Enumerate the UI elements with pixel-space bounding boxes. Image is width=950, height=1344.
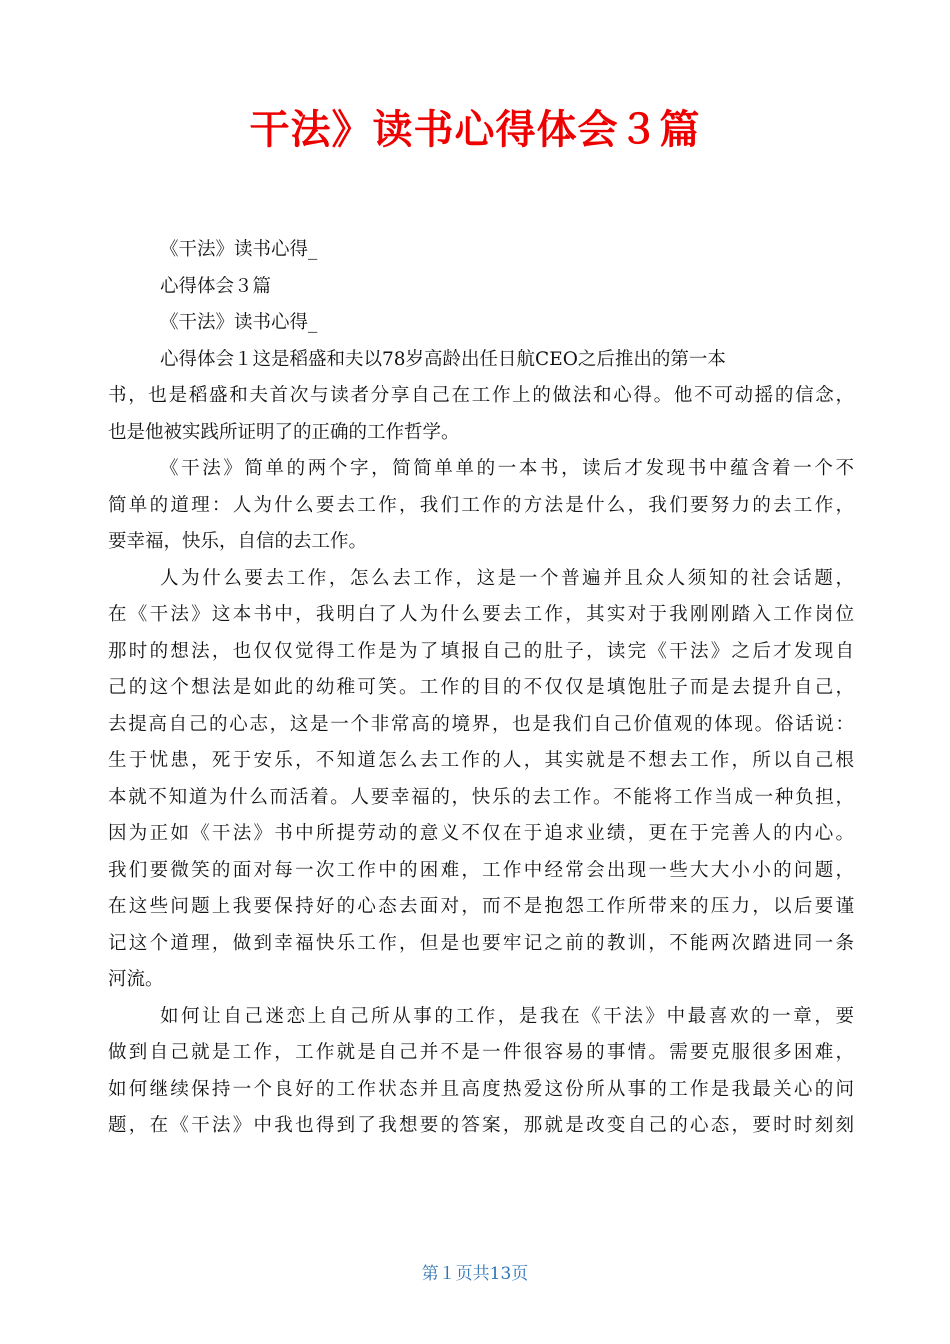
text-line: 那时的想法，也仅仅觉得工作是为了填报自己的肚子，读完《干法》之后才发现自 — [108, 640, 854, 662]
text-line: 去提高自己的心志，这是一个非常高的境界，也是我们自己价值观的体现。俗话说： — [108, 713, 854, 735]
text-line: 心得体会３篇 — [160, 275, 272, 297]
text-line: 因为正如《干法》书中所提劳动的意义不仅在于追求业绩，更在于完善人的内心。 — [108, 823, 854, 844]
text-line: 己的这个想法是如此的幼稚可笑。工作的目的不仅仅是填饱肚子而是去提升自己， — [108, 677, 854, 698]
text-line: 如何让自己迷恋上自己所从事的工作，是我在《干法》中最喜欢的一章，要 — [160, 1005, 854, 1027]
text-line: 我们要微笑的面对每一次工作中的困难，工作中经常会出现一些大大小小的问题， — [108, 859, 854, 881]
text-line: 书，也是稻盛和夫首次与读者分享自己在工作上的做法和心得。他不可动摇的信念， — [108, 385, 854, 406]
text-line: 本就不知道为什么而活着。人要幸福的，快乐的去工作。不能将工作当成一种负担， — [108, 786, 854, 808]
text-line: 也是他被实践所证明了的正确的工作哲学。 — [108, 421, 460, 443]
text-line: 简单的道理：人为什么要去工作，我们工作的方法是什么，我们要努力的去工作， — [108, 494, 854, 516]
text-line: 要幸福，快乐，自信的去工作。 — [108, 531, 368, 552]
document-title: 干法》读书心得体会３篇 — [249, 107, 701, 153]
text-line: 人为什么要去工作，怎么去工作，这是一个普遍并且众人须知的社会话题， — [160, 567, 854, 589]
text-line: 题，在《干法》中我也得到了我想要的答案，那就是改变自己的心态，要时时刻刻 — [108, 1115, 854, 1136]
text-line: 记这个道理，做到幸福快乐工作，但是也要牢记之前的教训，不能两次踏进同一条 — [108, 932, 854, 954]
text-line: 河流。 — [108, 969, 164, 990]
text-line: 如何继续保持一个良好的工作状态并且高度热爱这份所从事的工作是我最关心的问 — [108, 1078, 854, 1100]
text-line: 生于忧患，死于安乐，不知道怎么去工作的人，其实就是不想去工作，所以自己根 — [108, 750, 854, 771]
text-line: 《干法》读书心得_ — [160, 312, 318, 333]
page-number-footer: 第１页共13页 — [421, 1264, 529, 1284]
document-body — [108, 232, 854, 1145]
text-line: 《干法》读书心得_ — [160, 239, 318, 260]
text-line: 心得体会１这是稻盛和夫以78岁高龄出任日航CEO之后推出的第一本 — [160, 348, 726, 370]
text-line: 在《干法》这本书中，我明白了人为什么要去工作，其实对于我刚刚踏入工作岗位 — [108, 604, 854, 625]
text-line: 《干法》简单的两个字，简简单单的一本书，读后才发现书中蕴含着一个不 — [160, 458, 854, 479]
text-line: 在这些问题上我要保持好的心态去面对，而不是抱怨工作所带来的压力，以后要谨 — [108, 896, 854, 917]
text-line: 做到自己就是工作，工作就是自己并不是一件很容易的事情。需要克服很多困难， — [108, 1042, 854, 1063]
